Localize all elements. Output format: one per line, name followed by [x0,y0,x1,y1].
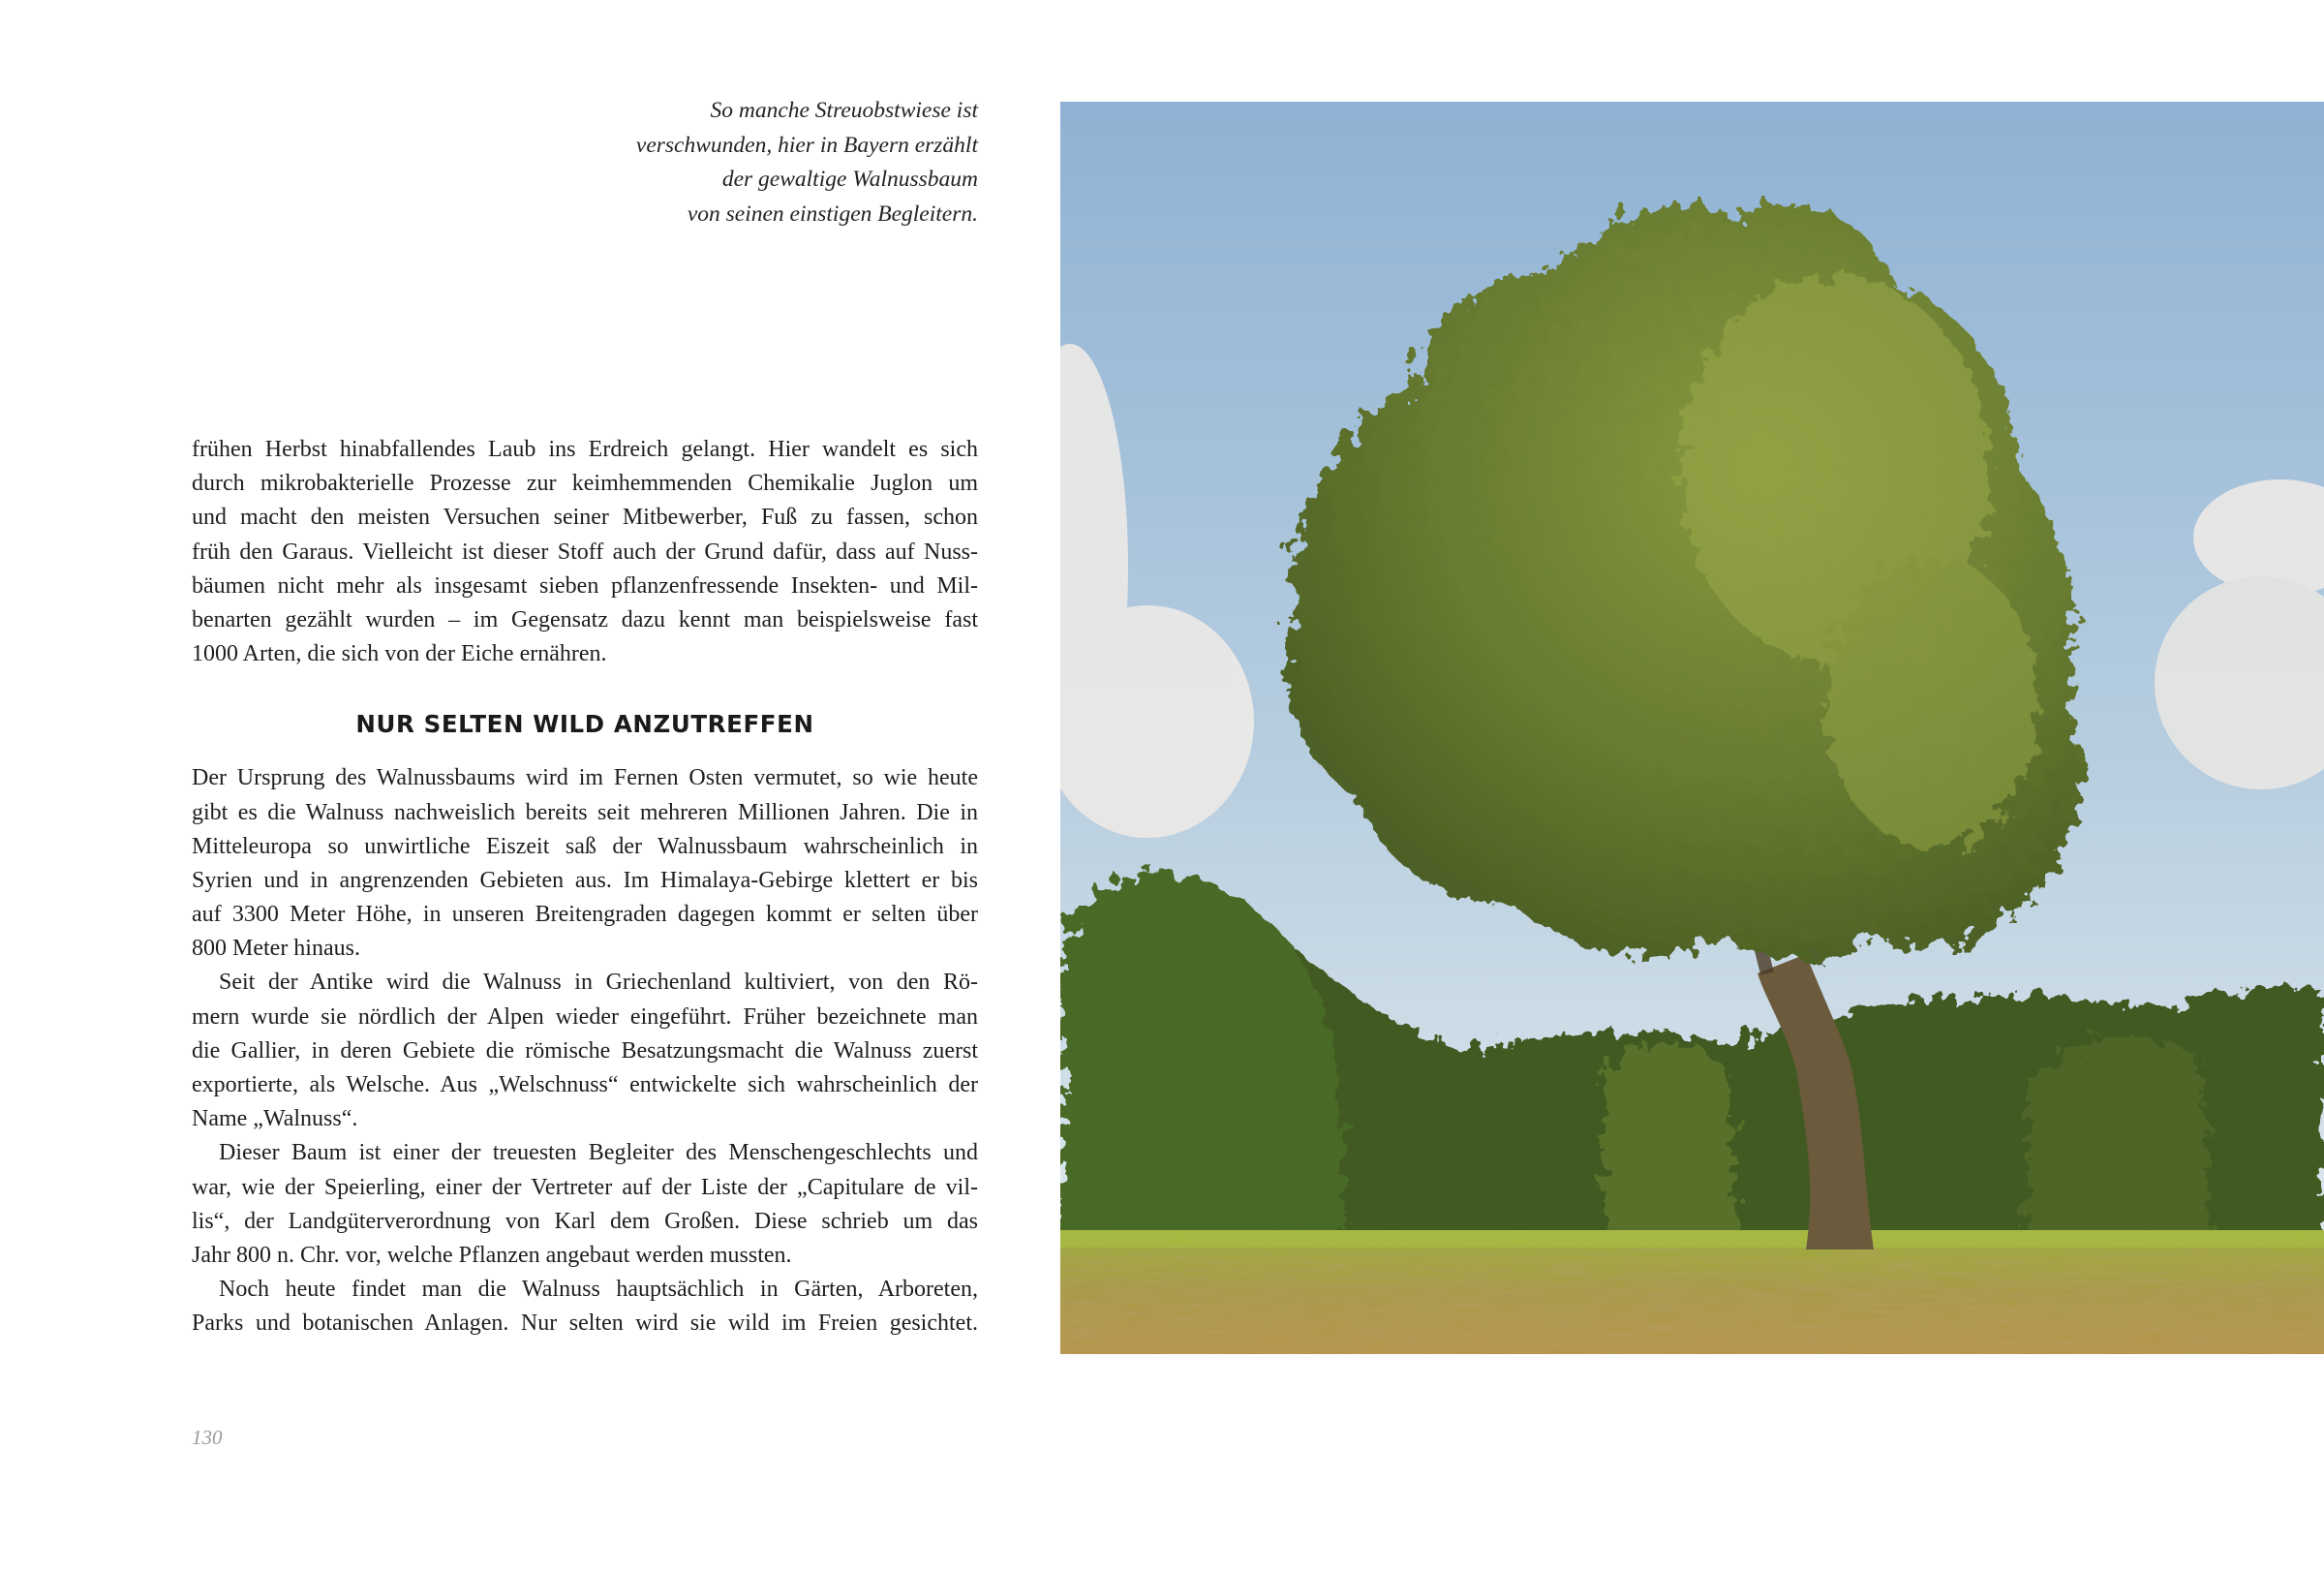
text-line: Parks und botanischen Anlagen. Nur selten wird sie wild im Freien gesichtet. [192,1311,978,1337]
text-line: Mitteleuropa so unwirtliche Eiszeit saß der Walnussbaum wahrscheinlich in [192,833,978,859]
paragraph-1 [192,433,978,671]
text-line: frühen Herbst hinabfallendes Laub ins Erdreich gelangt. Hier wandelt es sich [192,437,978,462]
text-line: früh den Garaus. Vielleicht ist dieser Stoff auch der Grund dafür, dass auf Nuss- [192,539,978,565]
text-line: mern wurde sie nördlich der Alpen wieder eingeführt. Früher bezeichnete man [192,1003,978,1030]
text-line: durch mikrobakterielle Prozesse zur keimhemmenden Chemikalie Juglon um [192,471,978,497]
body-text-column [192,433,978,1342]
paragraph-5 [192,1273,978,1341]
paragraph-2 [192,761,978,966]
text-line: bäumen nicht mehr als insgesamt sieben pflanzenfressende Insekten- und Mil- [192,572,978,599]
text-line: Jahr 800 n. Chr. vor, welche Pflanzen angebaut werden mussten. [192,1242,792,1268]
caption-line: von seinen einstigen Begleitern. [687,200,978,227]
text-line: Noch heute findet man die Walnuss hauptsächlich in Gärten, Arboreten, [219,1277,978,1303]
paragraph-4 [192,1136,978,1273]
text-line: lis“, der Landgüterverordnung von Karl dem Großen. Diese schrieb um das [192,1208,978,1234]
text-line: auf 3300 Meter Höhe, in unseren Breitengraden dagegen kommt er selten über [192,902,978,928]
text-line: 800 Meter hinaus. [192,936,360,962]
section-heading: NUR SELTEN WILD ANZUTREFFEN [355,710,814,739]
text-line: und macht den meisten Versuchen seiner Mitbewerber, Fuß zu fassen, schon [192,505,978,531]
text-line: Name „Walnuss“. [192,1106,358,1132]
text-line: benarten gezählt wurden – im Gegensatz dazu kennt man beispielsweise fast [192,606,978,632]
text-line: Syrien und in angrenzenden Gebieten aus. Im Himalaya-Gebirge klettert er bis [192,867,978,893]
caption-line: verschwunden, hier in Bayern erzählt [635,132,978,158]
text-line: war, wie der Speierling, einer der Vertreter auf der Liste der „Capitulare de vil- [192,1174,978,1200]
photo-caption [474,94,978,231]
text-line: Dieser Baum ist einer der treuesten Begleiter des Menschengeschlechts und [219,1140,978,1166]
text-line: Der Ursprung des Walnussbaums wird im Fernen Osten vermutet, so wie heute [192,765,978,791]
tree-landscape-illustration [1060,102,2324,1354]
text-line: 1000 Arten, die sich von der Eiche ernähren. [192,641,607,667]
page-number: 130 [192,1426,223,1449]
text-line: gibt es die Walnuss nachweislich bereits seit mehreren Millionen Jahren. Die in [192,799,978,825]
caption-line: So manche Streuobstwiese ist [710,98,978,123]
paragraph-3 [192,966,978,1136]
text-line: Seit der Antike wird die Walnuss in Griechenland kultiviert, von den Rö- [219,970,978,996]
caption-line: der gewaltige Walnussbaum [721,167,978,192]
text-line: die Gallier, in deren Gebiete die römische Besatzungsmacht die Walnuss zuerst [192,1037,978,1064]
text-line: exportierte, als Welsche. Aus „Welschnuss“ entwickelte sich wahrscheinlich der [192,1072,978,1097]
walnut-tree-photo [1060,102,2324,1354]
